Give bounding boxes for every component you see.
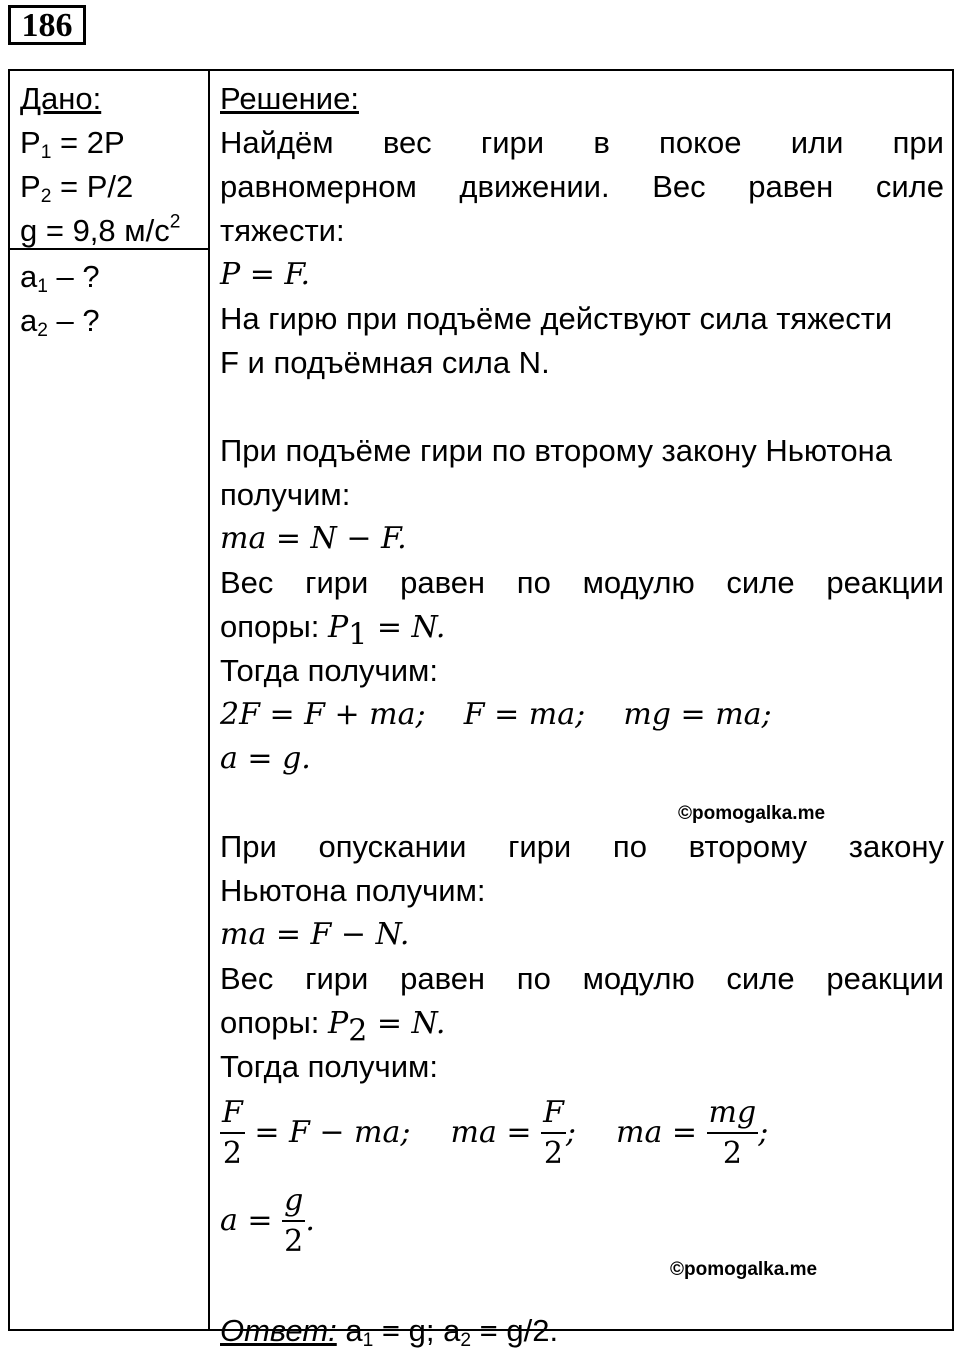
- column-divider: [208, 71, 210, 1329]
- solution-line: Тогда получим:: [220, 1049, 438, 1084]
- solution-line: F и подъёмная сила N.: [220, 345, 550, 380]
- solution-line: тяжести:: [220, 213, 345, 248]
- solution-table: [8, 69, 954, 1351]
- equation-result: a = $\frac{g}{2}$ .: [220, 1177, 944, 1265]
- solution-line: опоры: $P_1 = N$.: [220, 609, 446, 653]
- fraction: $\frac{F}{2}$: [222, 1095, 243, 1171]
- solution-label: Решение:: [220, 81, 359, 116]
- blank-line: [220, 385, 944, 429]
- answer-line: Ответ: $a_1 = g$; $a_2 = g/2$.: [220, 1313, 559, 1351]
- solution-line: опоры: $P_2 = N$.: [220, 1005, 446, 1049]
- solution-line: равномерном движении. Вес равен силе: [220, 169, 944, 204]
- given-p1: $P_1 = 2P$: [20, 125, 125, 163]
- fraction: $\frac{F}{2}$: [543, 1095, 564, 1171]
- solution-line: Тогда получим:: [220, 653, 438, 688]
- answer-label: Ответ:: [220, 1313, 337, 1348]
- find-a1: $a_1$ – ?: [20, 259, 100, 297]
- solution-line: Ньютона получим:: [220, 873, 486, 908]
- blank-line: [220, 1265, 944, 1309]
- solution-section: [220, 77, 944, 1353]
- equation: P = F.: [220, 257, 311, 292]
- watermark: ©pomogalka.me: [670, 1259, 818, 1280]
- given-section: [20, 77, 202, 253]
- solution-line: Найдём вес гири в покое или при: [220, 125, 944, 160]
- fraction: $\frac{mg}{2}$: [708, 1095, 757, 1171]
- equation-fractions: $\frac{F}{2}$ = F − ma; ma = $\frac{F}{2}$ ; ma = $\frac{mg}{2}$ ;: [220, 1089, 944, 1177]
- solution-line: получим:: [220, 477, 351, 512]
- given-label: Дано:: [20, 81, 102, 116]
- solution-line: При опускании гири по второму закону: [220, 829, 944, 864]
- equation: ma = N − F.: [220, 521, 407, 556]
- solution-line: Вес гири равен по модулю силе реакции: [220, 565, 944, 600]
- solution-line: При подъёме гири по второму закону Ньютона: [220, 433, 892, 468]
- find-a2: $a_2$ – ?: [20, 303, 100, 341]
- equation: ma = F − N.: [220, 917, 410, 952]
- blank-line: [220, 781, 944, 825]
- given-p2: $P_2 = P/2$: [20, 169, 134, 207]
- solution-line: Вес гири равен по модулю силе реакции: [220, 961, 944, 996]
- find-section: [20, 255, 202, 343]
- given-g: g = 9,8 $м/с^2$: [20, 211, 181, 248]
- problem-number: 186: [8, 5, 86, 45]
- equation: a = g.: [220, 741, 311, 776]
- watermark: ©pomogalka.me: [678, 803, 826, 824]
- solution-line: На гирю при подъёме действуют сила тяжести: [220, 301, 893, 336]
- equation: 2F = F + ma; F = ma; mg = ma;: [220, 697, 772, 732]
- fraction: $\frac{g}{2}$: [284, 1183, 304, 1259]
